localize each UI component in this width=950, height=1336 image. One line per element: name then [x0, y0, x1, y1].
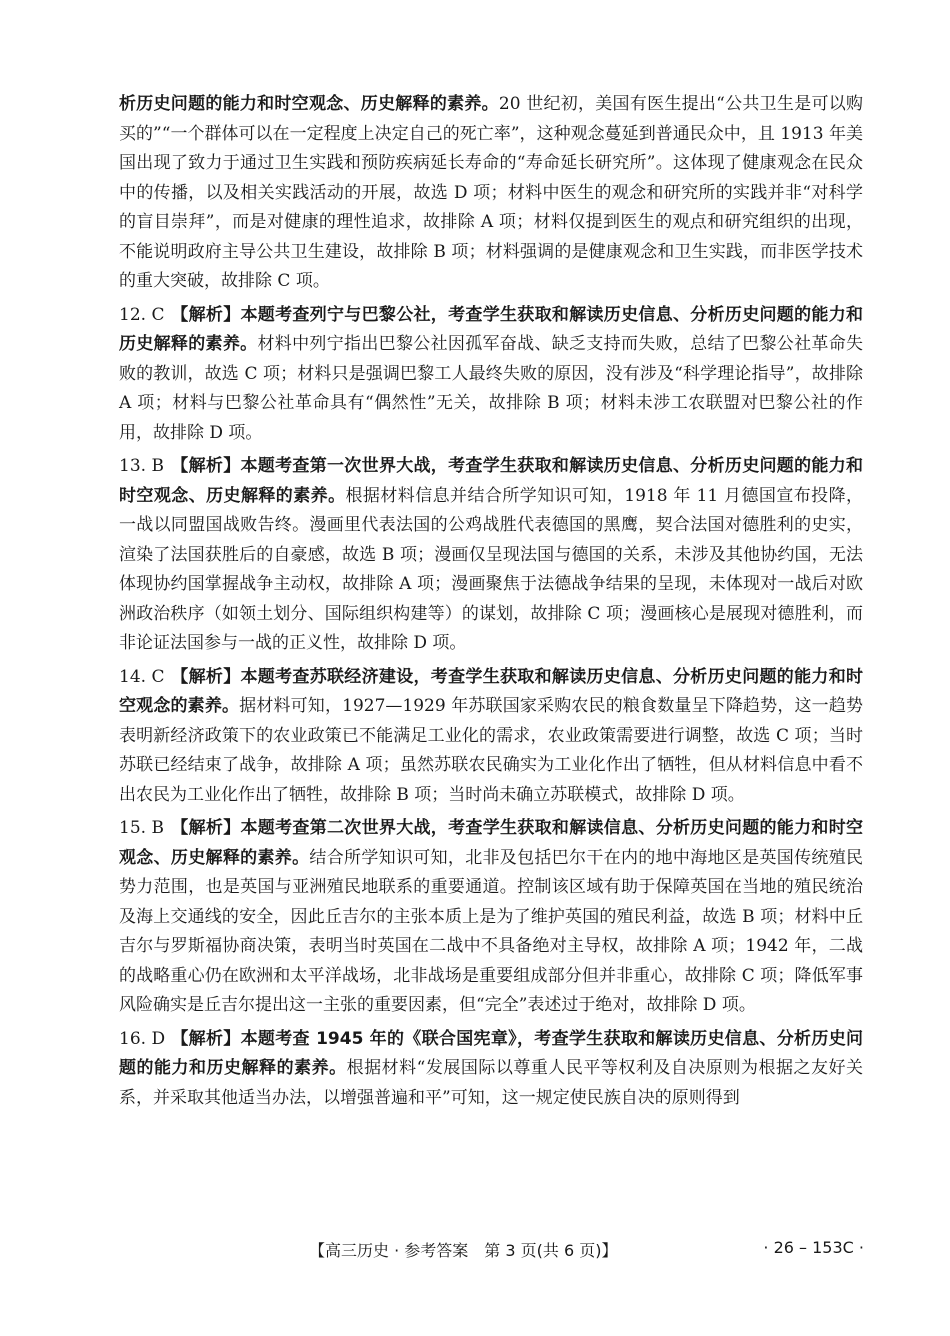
answer-explanation: 据材料可知，1927—1929 年苏联国家采购农民的粮食数量呈下降趋势，这一趋势表明新经济政策下的农业政策已不能满足工业化的需求，农业政策需要进行调整，故选 C 项；当时苏联已经结束了战争，故排除 A 项；虽然苏联农民确实为工业化作出了牺牲，但从材料信息中看不出农民为工业化作出了牺牲，故排除 B 项；当时尚未确立苏联模式，故排除 D 项。: [119, 696, 864, 805]
page-footer: [0, 1234, 950, 1264]
answer-number: 15. B: [119, 818, 164, 838]
answer-item-14: [119, 663, 863, 811]
analysis-tag: 【解析】: [171, 456, 241, 476]
analysis-tag: 【解析】: [171, 666, 241, 687]
answer-item-12: [119, 301, 863, 449]
answer-explanation: 根据材料信息并结合所学知识可知，1918 年 11 月德国宣布投降，一战以同盟国战败告终。漫画里代表法国的公鸡战胜代表德国的黑鹰，契合法国对德胜利的史实，渲染了法国获胜后的自豪感，故选 B 项；漫画仅呈现法国与德国的关系，未涉及其他协约国，无法体现协约国掌握战争主动权，故排除 A 项；漫画聚焦于法德战争结果的呈现，未体现对一战后对欧洲政治秩序（如领土划分、国际组织构建等）的谋划，故排除 C 项；漫画核心是展现对德胜利，而非论证法国参与一战的正义性，故排除 D 项。: [119, 485, 864, 653]
analysis-tag: 【解析】: [171, 1028, 241, 1049]
footer-page-info: 【高三历史 · 参考答案 第 3 页(共 6 页)】: [309, 1241, 618, 1260]
answer-item-13: [119, 452, 863, 659]
answer-explanation: 结合所学知识可知，北非及包括巴尔干在内的地中海地区是英国传统殖民势力范围，也是英国与亚洲殖民地联系的重要通道。控制该区域有助于保障英国在当地的殖民统治及海上交通线的安全，因此丘吉尔的主张本质上是为了维护英国的殖民利益，故选 B 项；材料中丘吉尔与罗斯福协商决策，表明当时英国在二战中不具备绝对主导权，故排除 A 项；1942 年，二战的战略重心仍在欧洲和太平洋战场，北非战场是重要组成部分但并非重心，故排除 C 项；降低军事风险确实是丘吉尔提出这一主张的重要因素，但“完全”表述过于绝对，故排除 D 项。: [119, 847, 864, 1015]
answer-number: 13. B: [119, 456, 164, 476]
footer-code: · 26 – 153C ·: [763, 1238, 864, 1257]
analysis-tag: 【解析】: [171, 818, 241, 838]
answer-page: [119, 90, 863, 1113]
answer-number: 12. C: [119, 304, 165, 325]
answer-number: 14. C: [119, 666, 165, 687]
question-focus: 本题考查第二次世界大战，考查学生获取和解读信息、分析历史问题的能力和时空观念、历史解释的素养。: [119, 818, 863, 868]
answer-explanation: 根据材料“发展国际以尊重人民平等权利及自决原则为根据之友好关系，并采取其他适当办法，以增强普遍和平”可知，这一规定使民族自决的原则得到: [119, 1058, 863, 1108]
question-focus: 本题考查 1945 年的《联合国宪章》，考查学生获取和解读历史信息、分析历史问题的能力和历史解释的素养。: [119, 1028, 864, 1078]
intro-paragraph: [119, 90, 863, 297]
intro-lead: 析历史问题的能力和时空观念、历史解释的素养。: [119, 94, 499, 114]
intro-body: 20 世纪初，美国有医生提出“公共卫生是可以购买的”“一个群体可以在一定程度上决定自己的死亡率”，这种观念蔓延到普通民众中，且 1913 年美国出现了致力于通过卫生实践和预防疾病延长寿命的“寿命延长研究所”。这体现了健康观念在民众中的传播，以及相关实践活动的开展，故选 D 项；材料中医生的观念和研究所的实践并非“对科学的盲目崇拜”，而是对健康的理性追求，故排除 A 项；材料仅提到医生的观点和研究组织的出现，不能说明政府主导公共卫生建设，故排除 B 项；材料强调的是健康观念和卫生实践，而非医学技术的重大突破，故排除 C 项。: [119, 94, 863, 291]
question-focus: 本题考查第一次世界大战，考查学生获取和解读历史信息、分析历史问题的能力和时空观念、历史解释的素养。: [119, 456, 863, 506]
answer-number: 16. D: [119, 1028, 166, 1049]
question-focus: 本题考查苏联经济建设，考查学生获取和解读历史信息、分析历史问题的能力和时空观念的素养。: [119, 666, 863, 716]
analysis-tag: 【解析】: [171, 304, 241, 325]
answer-item-15: [119, 814, 863, 1021]
answer-explanation: 材料中列宁指出巴黎公社因孤军奋战、缺乏支持而失败，总结了巴黎公社革命失败的教训，故选 C 项；材料只是强调巴黎工人最终失败的原因，没有涉及“科学理论指导”，故排除 A 项；材料与巴黎公社革命具有“偶然性”无关，故排除 B 项；材料未涉工农联盟对巴黎公社的作用，故排除 D 项。: [119, 334, 864, 443]
question-focus: 本题考查列宁与巴黎公社，考查学生获取和解读历史信息、分析历史问题的能力和历史解释的素养。: [119, 304, 863, 354]
answer-item-16: [119, 1025, 863, 1114]
